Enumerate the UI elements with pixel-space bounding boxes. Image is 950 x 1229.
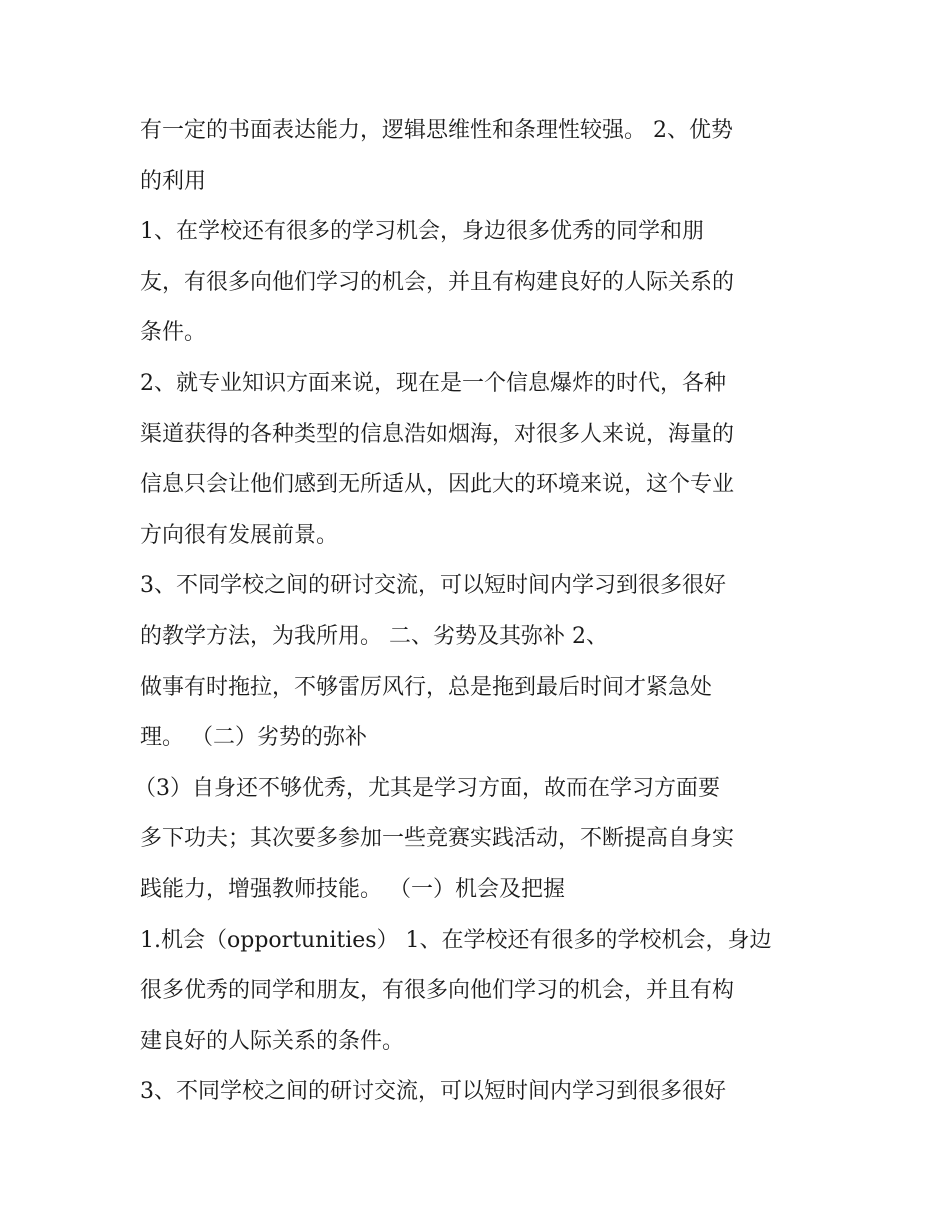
text-line: 渠道获得的各种类型的信息浩如烟海，对很多人来说，海量的 bbox=[140, 421, 735, 447]
text-line: 信息只会让他们感到无所适从，因此大的环境来说，这个专业 bbox=[140, 472, 735, 498]
text-line: 践能力，增强教师技能。 （一）机会及把握 bbox=[140, 876, 565, 902]
text-line: 条件。 bbox=[140, 320, 207, 346]
text-line: 1、在学校还有很多的学习机会，身边很多优秀的同学和朋 bbox=[140, 219, 704, 245]
text-line: 的利用 bbox=[140, 168, 207, 194]
text-line: 方向很有发展前景。 bbox=[140, 522, 339, 548]
text-line: 的教学方法，为我所用。 二、劣势及其弥补 2、 bbox=[140, 623, 608, 649]
text-line: 做事有时拖拉，不够雷厉风行，总是拖到最后时间才紧急处 bbox=[140, 674, 713, 700]
text-line: 1.机会（opportunities） 1、在学校还有很多的学校机会，身边 bbox=[140, 927, 772, 953]
text-line: 很多优秀的同学和朋友，有很多向他们学习的机会，并且有构 bbox=[140, 978, 735, 1004]
text-line: 3、不同学校之间的研讨交流，可以短时间内学习到很多很好 bbox=[140, 573, 726, 599]
text-line: 3、不同学校之间的研讨交流，可以短时间内学习到很多很好 bbox=[140, 1079, 726, 1105]
text-line: （3）自身还不够优秀，尤其是学习方面，故而在学习方面要 bbox=[134, 775, 720, 801]
text-line: 友，有很多向他们学习的机会，并且有构建良好的人际关系的 bbox=[140, 269, 735, 295]
text-line: 有一定的书面表达能力，逻辑思维性和条理性较强。 2、优势 bbox=[140, 118, 733, 143]
text-line: 2、就专业知识方面来说，现在是一个信息爆炸的时代，各种 bbox=[140, 370, 726, 396]
text-line: 理。 （二）劣势的弥补 bbox=[140, 725, 367, 751]
text-line: 建良好的人际关系的条件。 bbox=[140, 1028, 405, 1054]
text-line: 多下功夫；其次要多参加一些竞赛实践活动，不断提高自身实 bbox=[140, 826, 735, 852]
document-body bbox=[134, 106, 820, 1118]
